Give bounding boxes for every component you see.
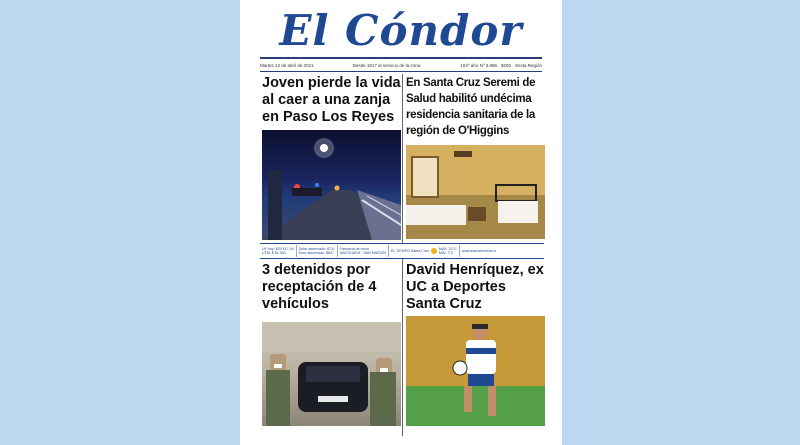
- masthead-title: El Cóndor: [279, 6, 523, 55]
- band-uf: [260, 245, 297, 257]
- masthead-rule: [260, 57, 542, 59]
- issue-number: 104º año Nº 3.886 · $200 · Sexta Región: [460, 62, 542, 68]
- utm-value: UTM: $ 51.393: [262, 251, 286, 255]
- dolar-value: Dólar observado: $711: [298, 247, 335, 251]
- photo-hotel-room[interactable]: [406, 145, 545, 239]
- photo-soccer-player[interactable]: [406, 316, 545, 426]
- weather-temps: [439, 247, 457, 255]
- euro-value: Euro observado: $847: [298, 251, 334, 255]
- headline-residencia[interactable]: En Santa Cruz Seremi de Salud habilitó undécima residencia sanitaria de la región de O'Higgins: [406, 77, 536, 137]
- temp-min: MÍN: 7°C: [438, 251, 454, 255]
- issue-date: Martes 13 de abril de 2021: [260, 62, 314, 68]
- headline-detenidos[interactable]: 3 detenidos por receptación de 4 vehículos: [262, 262, 377, 312]
- headline-henriquez[interactable]: David Henríquez, ex UC a Deportes Santa Cruz: [406, 262, 544, 312]
- headline-accident[interactable]: Joven pierde la vida al caer a una zanja en Paso Los Reyes: [262, 75, 401, 125]
- photo-accident-scene[interactable]: [262, 130, 401, 240]
- farmacia-label: Farmacia de turno: [339, 247, 369, 251]
- soccer-player-illustration: [406, 316, 545, 426]
- hotel-room-illustration: [406, 145, 545, 239]
- police-car-illustration: [262, 322, 401, 426]
- night-road-illustration: [262, 130, 401, 240]
- photo-police-vehicle[interactable]: [262, 322, 401, 426]
- farmacia-location: SANTA AÍDA · SAN MARCÍN: [339, 251, 386, 255]
- band-weather: [389, 245, 460, 257]
- info-rule: [260, 71, 542, 72]
- newspaper-front-page: [240, 0, 562, 445]
- slogan: Desde 1917 al servicio de la zona.: [352, 62, 422, 68]
- band-web: [460, 245, 499, 257]
- info-line: [260, 60, 542, 70]
- temp-max: MÁX: 24°C: [438, 247, 457, 251]
- website-link[interactable]: www.diarioelcondor.cl: [461, 249, 497, 253]
- band-farmacia: [338, 245, 389, 257]
- weather-label: EL TIEMPO Santa Cruz: [390, 249, 429, 253]
- uf-value: UF hoy: $29.417,49: [262, 247, 294, 251]
- sun-icon: [431, 248, 437, 254]
- band-currency: [297, 245, 338, 257]
- info-band: [260, 243, 544, 259]
